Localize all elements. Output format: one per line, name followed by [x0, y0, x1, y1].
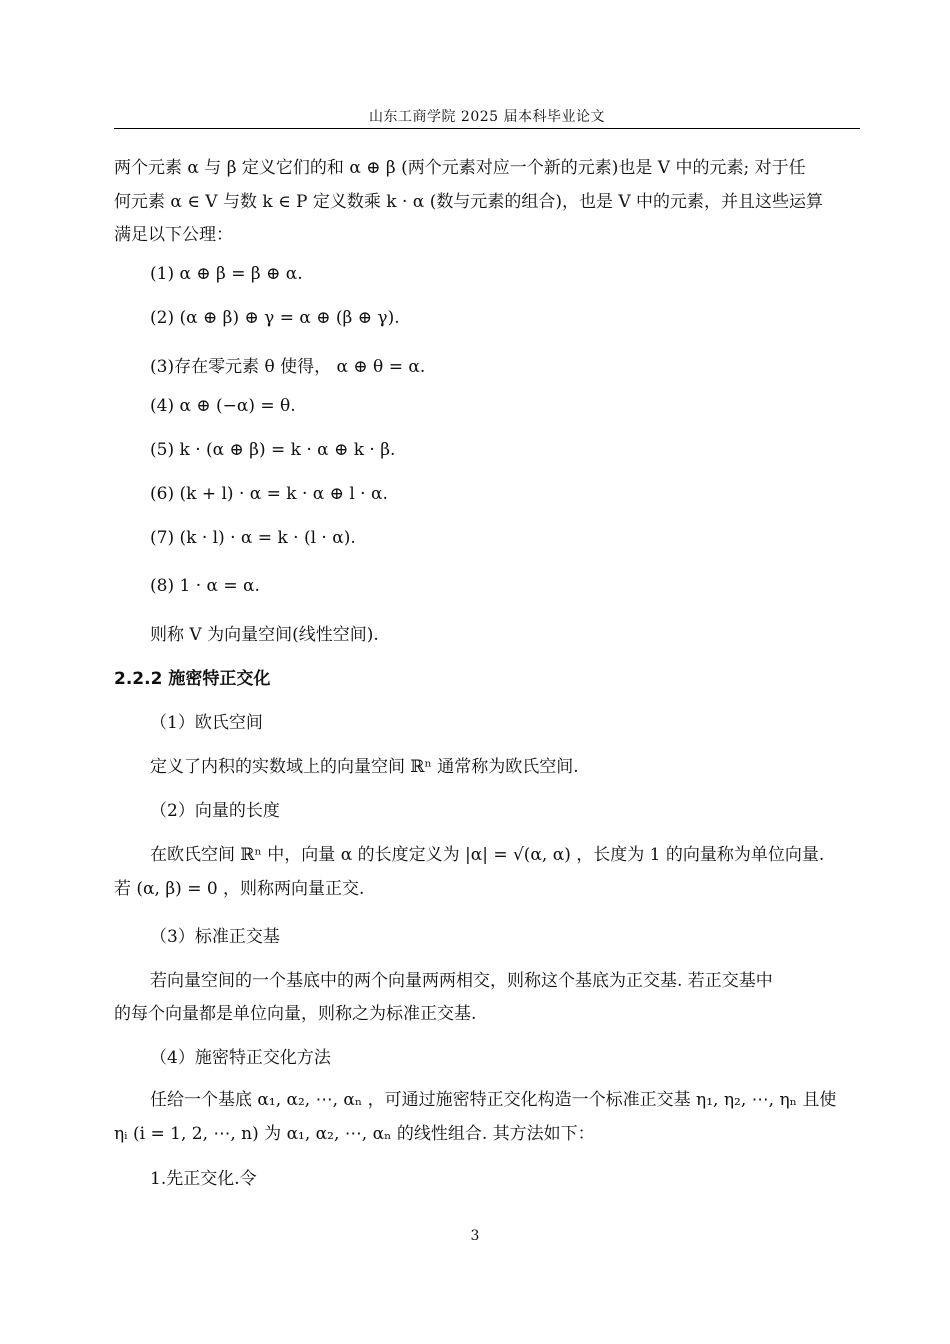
conclusion-text: 则称 V 为向量空间(线性空间).: [150, 625, 379, 645]
subsection-3-line-2: 的每个向量都是单位向量，则称之为标准正交基.: [114, 1004, 477, 1024]
step-1-text: 1.先正交化.令: [150, 1169, 257, 1189]
header-rule: [114, 128, 860, 129]
axiom-7: (7) (k · l) · α = k · (l · α).: [150, 528, 356, 548]
section-heading: 2.2.2 施密特正交化: [114, 669, 271, 689]
subsection-2-line-2: 若 (α, β) = 0 ，则称两向量正交.: [114, 879, 365, 899]
axiom-1: (1) α ⊕ β = β ⊕ α.: [150, 264, 303, 284]
subsection-3-title: （3）标准正交基: [150, 927, 280, 947]
page-number: 3: [470, 1228, 480, 1244]
intro-line-1: 两个元素 α 与 β 定义它们的和 α ⊕ β (两个元素对应一个新的元素)也是 V 中的元素; 对于任: [114, 158, 806, 178]
page-header: 山东工商学院 2025 届本科毕业论文: [368, 109, 606, 125]
axiom-8: (8) 1 · α = α.: [150, 576, 260, 596]
axiom-3: (3)存在零元素 θ 使得， α ⊕ θ = α.: [150, 357, 426, 377]
intro-line-2: 何元素 α ∈ V 与数 k ∈ P 定义数乘 k · α (数与元素的组合)，也是 V 中的元素，并且这些运算: [114, 192, 824, 212]
axiom-2: (2) (α ⊕ β) ⊕ γ = α ⊕ (β ⊕ γ).: [150, 308, 400, 328]
subsection-2-line-1: 在欧氏空间 ℝⁿ 中，向量 α 的长度定义为 |α| = √(α, α) ，长度为 1 的向量称为单位向量.: [150, 845, 825, 865]
subsection-4-line-2: ηᵢ (i = 1, 2, ⋯, n) 为 α₁, α₂, ⋯, αₙ 的线性组合. 其方法如下：: [114, 1124, 595, 1144]
axiom-6: (6) (k + l) · α = k · α ⊕ l · α.: [150, 484, 388, 504]
subsection-4-line-1: 任给一个基底 α₁, α₂, ⋯, αₙ ，可通过施密特正交化构造一个标准正交基 η₁, η₂, ⋯, ηₙ 且使: [150, 1090, 837, 1110]
subsection-1-text: 定义了内积的实数域上的向量空间 ℝⁿ 通常称为欧氏空间.: [150, 757, 579, 777]
axiom-5: (5) k · (α ⊕ β) = k · α ⊕ k · β.: [150, 440, 396, 460]
subsection-3-line-1: 若向量空间的一个基底中的两个向量两两相交，则称这个基底为正交基. 若正交基中: [150, 971, 773, 991]
subsection-4-title: （4）施密特正交化方法: [150, 1048, 331, 1068]
axiom-4: (4) α ⊕ (−α) = θ.: [150, 396, 296, 416]
intro-line-3: 满足以下公理：: [114, 225, 233, 245]
subsection-1-title: （1）欧氏空间: [150, 713, 263, 733]
subsection-2-title: （2）向量的长度: [150, 801, 280, 821]
